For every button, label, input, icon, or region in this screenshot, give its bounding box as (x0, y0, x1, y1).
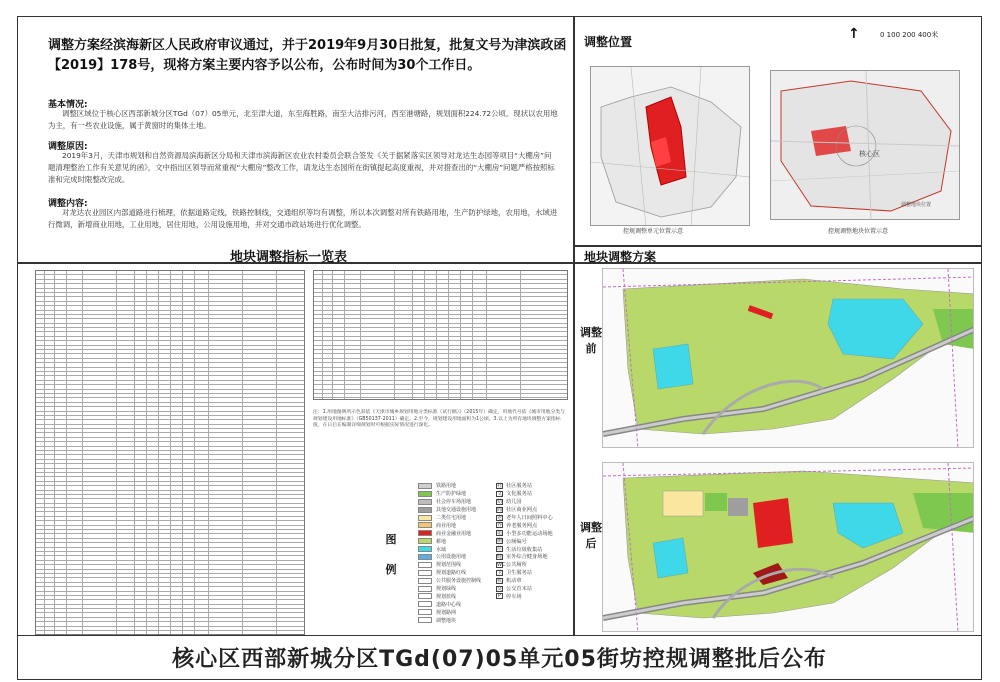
map-label-core: 核心区 (859, 150, 880, 158)
facility-label: 社区服务站 (506, 483, 532, 490)
basic-heading: 基本情况: (48, 100, 88, 110)
table-column-line (394, 271, 395, 399)
table-column-line (448, 271, 449, 399)
table-column-line (332, 271, 333, 399)
table-column-line (472, 271, 473, 399)
plan-title: 地块调整方案 (584, 250, 657, 264)
legend-label: 调整地块 (436, 617, 457, 624)
legend-swatch (418, 562, 432, 568)
legend-swatch (418, 586, 432, 592)
facility-label: 机动車 (506, 578, 522, 585)
facility-label: 生活垃圾收集站 (506, 546, 543, 553)
facility-icon: 垃 (497, 546, 503, 553)
legend-swatch (418, 507, 432, 513)
table-column-line (412, 271, 413, 399)
legend-label: 规划范围线 (436, 562, 462, 569)
table-column-line (82, 271, 83, 634)
location-map-right (770, 70, 960, 220)
facility-label: 老年人日间照料中心 (506, 515, 553, 521)
facility-legend-item (496, 577, 570, 585)
facility-legend-item (496, 498, 570, 506)
table-column-line (116, 271, 117, 634)
facility-label: 室外综合健身场地 (506, 554, 548, 561)
facility-icon: 机 (497, 577, 503, 584)
facility-legend-item (496, 592, 570, 600)
facility-icon: 养 (497, 522, 503, 529)
map-label-site: 调整地块位置 (901, 202, 932, 208)
legend-title: 图例 (385, 533, 397, 576)
legend-swatch (418, 499, 432, 505)
legend-label: 公共服务设施控制线 (436, 578, 482, 585)
table-title: 地块调整指标一览表 (230, 250, 348, 265)
legend-item (418, 600, 568, 608)
legend-label: 二类住宅用地 (436, 515, 467, 521)
table-column-line (322, 271, 323, 399)
facility-label: 公交首末站 (506, 586, 532, 593)
facility-icon: P (497, 593, 501, 600)
location-title: 调整位置 (584, 35, 633, 49)
legend-label: 规划蓝线 (436, 593, 457, 600)
table-column-line (134, 271, 135, 634)
plan-after-map (602, 462, 974, 632)
facility-legend-item (496, 514, 570, 522)
scale-bar: 0 100 200 400米 (880, 31, 939, 39)
content-text: 对龙达农业园区内部道路进行梳理，依据道路定线，铁路控制线，交通组织等均有调整，所以本次调整对所有铁路用地，生产防护绿地，农用地，水域进行微调，新增商业用地，工业用地，居住用地，公用设施用地，并对交通市政站场进行优化调整。 (48, 208, 558, 229)
table-column-line (54, 271, 55, 634)
legend-item (418, 608, 568, 616)
facility-icon: 社 (497, 482, 503, 489)
legend-item (418, 616, 568, 624)
legend-swatch (418, 570, 432, 576)
legend-label: 水域 (436, 546, 447, 553)
legend-swatch (418, 538, 432, 544)
legend-label: 规划道路红线 (436, 570, 467, 577)
facility-icon: 厕 (497, 538, 503, 545)
facility-legend-list (496, 482, 570, 600)
facility-icon: 健 (497, 553, 503, 560)
table-column-line (66, 271, 67, 634)
table-column-line (182, 271, 183, 634)
footer-title: 核心区西部新城分区TGd(07)05单元05街坊控规调整批后公布 (17, 636, 982, 680)
north-arrow-icon: ↑ (848, 26, 860, 42)
before-label: 调整前 (580, 326, 602, 355)
facility-legend-item (496, 545, 570, 553)
index-table-left (35, 270, 305, 635)
facility-legend-item (496, 569, 570, 577)
legend-label: 规划路网 (436, 609, 457, 616)
facility-legend-item (496, 490, 570, 498)
facility-icon: 老 (497, 514, 503, 521)
column-divider (573, 16, 575, 636)
reason-text: 2019年3月，天津市规划和自然资源局滨海新区分局和天津市滨海新区农业农村委员会联合签发《关于据紧落实区领导对龙达生态园等项目“大棚房”问题清理整治工作有关意见的函》，文中指出区领导而常重视“大棚房”整改工作，请龙达生态园所在街镇提起高度重视，并对措查出的“大棚房”问题严格按照标准和完成时限整改完成。 (48, 151, 555, 184)
facility-icon: 交 (497, 585, 503, 592)
facility-icon: WC (497, 561, 506, 568)
table-column-line (146, 271, 147, 634)
table-column-line (158, 271, 159, 634)
table-note: 注：1.用地图例所示色彩依《天津市城乡规划用地分类标准（试行稿）》（2015年）确定，用地代号依《城市用地分类与规划建设用地标准》（GB50137-2011）确定。2.至今，规划建设用地面积为1公顷。3.以上为所有地块调整方案指标值，在日后在编制详细规划时可根据实际情况进行深化。 (313, 410, 565, 428)
facility-label: 卫生服务站 (506, 570, 532, 577)
legend-swatch (418, 593, 432, 599)
legend-swatch (418, 554, 432, 560)
facility-icon: 商 (497, 506, 503, 513)
plan-before-map (602, 268, 974, 448)
facility-icon: 卫 (497, 569, 503, 576)
facility-label: 幼儿园 (506, 499, 522, 506)
legend-swatch (418, 522, 432, 528)
basic-text: 调整区域位于核心区西部新城分区TGd（07）05单元，北至津大道，东至海胜路，南至大沽排污河，西至港塘路，规划面积224.72公顷。现状以农用地为主，有一些农业设施，属于黄窗时的集体土地。 (48, 109, 558, 130)
legend-label: 其他交通设施用地 (436, 507, 477, 514)
table-column-line (486, 271, 487, 399)
facility-label: 文化服务站 (506, 491, 532, 498)
facility-legend-item (496, 521, 570, 529)
facility-label: 社区商业网点 (506, 507, 538, 514)
legend-swatch (418, 491, 432, 497)
legend-swatch (418, 546, 432, 552)
legend-swatch (418, 483, 432, 489)
facility-legend-item (496, 585, 570, 593)
facility-label: 公厕编号 (506, 538, 527, 545)
facility-legend-item (496, 561, 570, 569)
facility-legend-item (496, 537, 570, 545)
facility-label: 公共厕所 (506, 562, 527, 569)
legend-label: 社会停车场用地 (436, 499, 472, 506)
legend-label: 规划绿线 (436, 586, 457, 593)
after-label: 调整后 (580, 521, 602, 550)
content-heading: 调整内容: (48, 199, 88, 209)
facility-label: 养老服务网点 (506, 522, 538, 529)
table-column-line (208, 271, 209, 634)
facility-label: 停车场 (506, 593, 522, 600)
table-column-line (436, 271, 437, 399)
location-map-left (590, 66, 750, 226)
caption-left: 控规调整单元位置示意 (623, 228, 684, 235)
table-row (314, 394, 567, 398)
table-column-line (424, 271, 425, 399)
facility-icon: 运 (497, 530, 503, 537)
legend-swatch (418, 530, 432, 536)
table-column-line (44, 271, 45, 634)
index-table-right (313, 270, 568, 400)
right-divider (573, 245, 982, 247)
table-column-line (360, 271, 361, 399)
facility-legend-item (496, 506, 570, 514)
legend-label: 生产防护绿地 (436, 491, 467, 498)
facility-label: 小型多功能运动场地 (506, 530, 553, 537)
facility-legend-item (496, 482, 570, 490)
legend-label: 铁路用地 (436, 483, 457, 490)
legend-label: 耕地 (436, 538, 447, 545)
table-column-line (520, 271, 521, 399)
legend-swatch (418, 617, 432, 623)
table-column-line (276, 271, 277, 634)
legend-swatch (418, 609, 432, 615)
legend-label: 公用设施用地 (436, 554, 467, 561)
facility-icon: 幼 (497, 498, 503, 505)
legend-swatch (418, 601, 432, 607)
facility-legend-item (496, 553, 570, 561)
caption-right: 控规调整地块位置示意 (828, 228, 889, 235)
reason-heading: 调整原因: (48, 142, 88, 152)
legend-label: 商业金融业用地 (436, 530, 472, 537)
legend-label: 商业用地 (436, 522, 457, 529)
table-column-line (344, 271, 345, 399)
table-column-line (242, 271, 243, 634)
table-column-line (170, 271, 171, 634)
facility-legend-item (496, 529, 570, 537)
legend-label: 道路中心线 (436, 601, 462, 608)
legend-swatch (418, 515, 432, 521)
facility-icon: 文 (497, 490, 503, 497)
announcement-text: 调整方案经滨海新区人民政府审议通过，并于2019年9月30日批复，批复文号为津滨政函【2019】178号，现将方案主要内容予以公布，公布时间为30个工作日。 (48, 38, 567, 73)
table-column-line (460, 271, 461, 399)
legend-swatch (418, 578, 432, 584)
table-column-line (194, 271, 195, 634)
